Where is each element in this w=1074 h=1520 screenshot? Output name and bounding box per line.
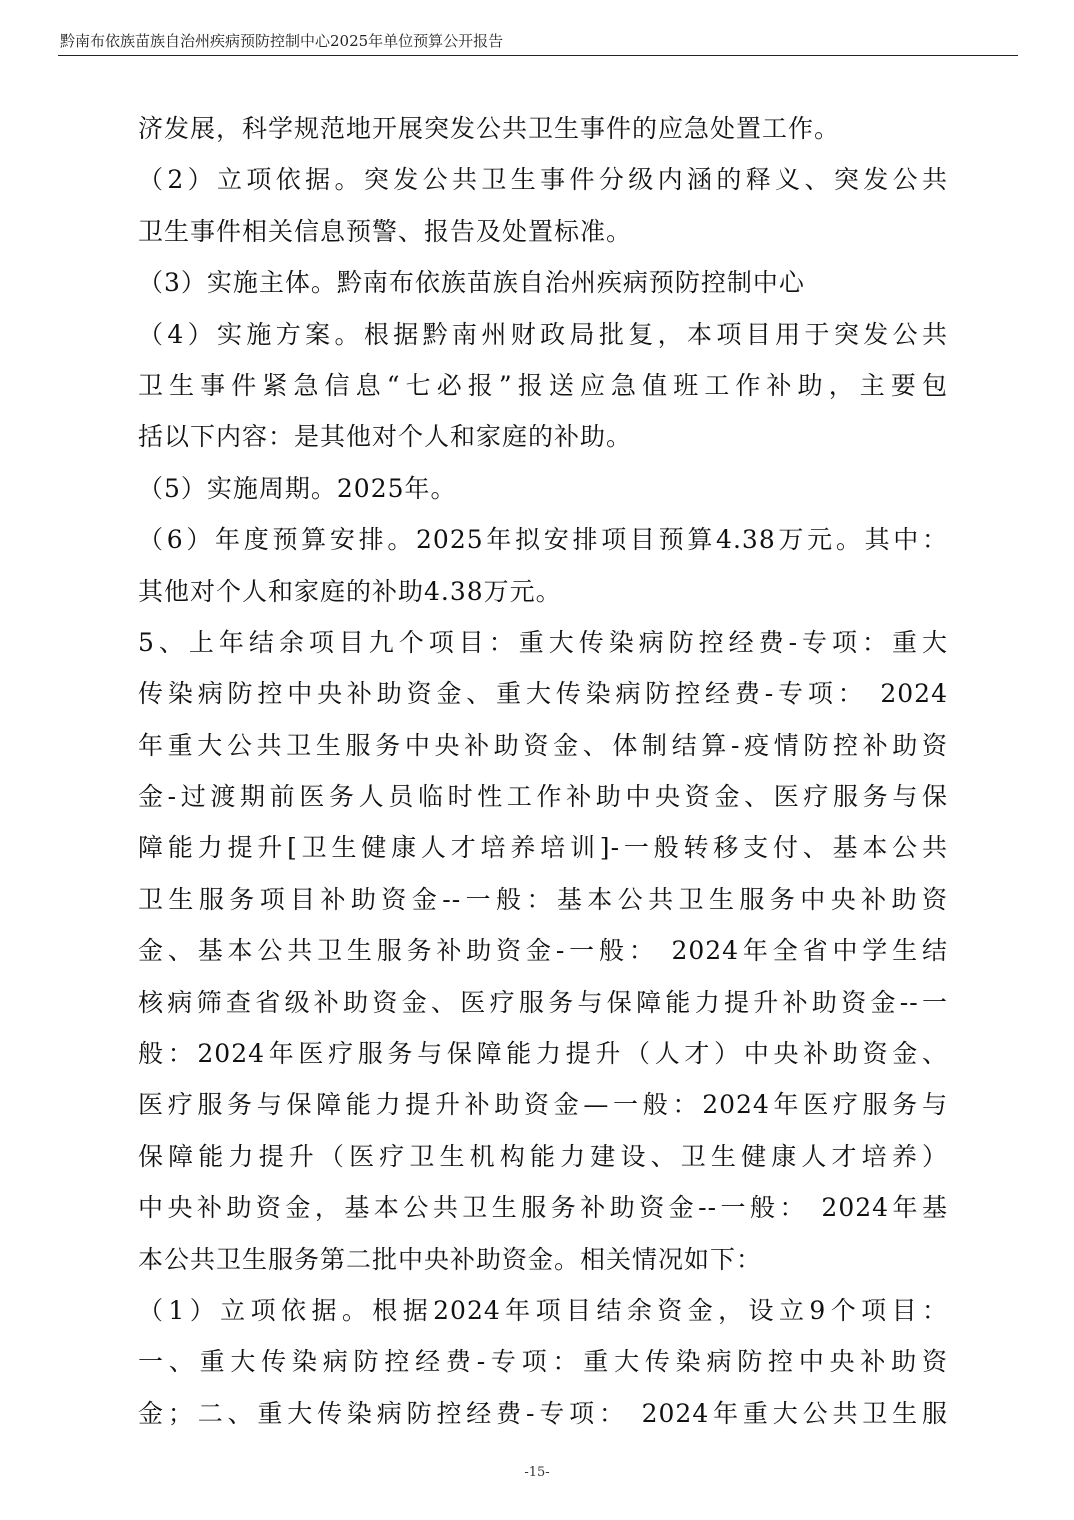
- text-line: 卫生事件相关信息预警、报告及处置标准。: [138, 216, 633, 246]
- header-rule: [58, 55, 1018, 56]
- text-line: 括以下内容：是其他对个人和家庭的补助。: [138, 422, 633, 452]
- text-line: 年重大公共卫生服务中央补助资金、体制结算-疫情防控补助资: [138, 730, 948, 760]
- text-line: 医疗服务与保障能力提升补助资金—一般：2024年医疗服务与: [138, 1090, 948, 1120]
- text-line: （4）实施方案。根据黔南州财政局批复，本项目用于突发公共: [138, 319, 948, 349]
- document-header: 黔南布依族苗族自治州疾病预防控制中心2025年单位预算公开报告: [60, 32, 504, 50]
- text-line: 金、基本公共卫生服务补助资金-一般： 2024年全省中学生结: [138, 936, 948, 966]
- text-line: （5）实施周期。2025年。: [138, 473, 457, 503]
- text-line: （6）年度预算安排。2025年拟安排项目预算4.38万元。其中：: [138, 525, 948, 555]
- text-line: 保障能力提升（医疗卫生机构能力建设、卫生健康人才培养）: [138, 1141, 948, 1171]
- text-line: （3）实施主体。黔南布依族苗族自治州疾病预防控制中心: [138, 268, 805, 298]
- text-line: 5、上年结余项目九个项目：重大传染病防控经费-专项：重大: [138, 627, 948, 657]
- text-line: 金-过渡期前医务人员临时性工作补助中央资金、医疗服务与保: [138, 782, 948, 812]
- text-line: 核病筛查省级补助资金、医疗服务与保障能力提升补助资金--一: [138, 987, 948, 1017]
- text-line: （2）立项依据。突发公共卫生事件分级内涵的释义、突发公共: [138, 165, 948, 195]
- text-line: 卫生服务项目补助资金--一般：基本公共卫生服务中央补助资: [138, 884, 948, 914]
- text-line: 中央补助资金，基本公共卫生服务补助资金--一般： 2024年基: [138, 1193, 948, 1223]
- page-number: -15-: [524, 1465, 550, 1480]
- text-line: 其他对个人和家庭的补助4.38万元。: [138, 576, 562, 606]
- text-line: 本公共卫生服务第二批中央补助资金。相关情况如下：: [138, 1244, 763, 1274]
- document-body: [138, 103, 948, 1439]
- text-line: 济发展，科学规范地开展突发公共卫生事件的应急处置工作。: [138, 114, 841, 143]
- text-line: 一、重大传染病防控经费-专项：重大传染病防控中央补助资: [138, 1347, 948, 1377]
- text-line: 障能力提升[卫生健康人才培养培训]-一般转移支付、基本公共: [138, 833, 948, 863]
- text-line: 传染病防控中央补助资金、重大传染病防控经费-专项： 2024: [138, 679, 948, 709]
- text-line: （1）立项依据。根据2024年项目结余资金，设立9个项目：: [138, 1295, 948, 1325]
- text-line: 金；二、重大传染病防控经费-专项： 2024年重大公共卫生服: [138, 1398, 948, 1428]
- text-line: 卫生事件紧急信息“七必报”报送应急值班工作补助，主要包: [138, 370, 948, 400]
- text-line: 般：2024年医疗服务与保障能力提升（人才）中央补助资金、: [138, 1039, 948, 1069]
